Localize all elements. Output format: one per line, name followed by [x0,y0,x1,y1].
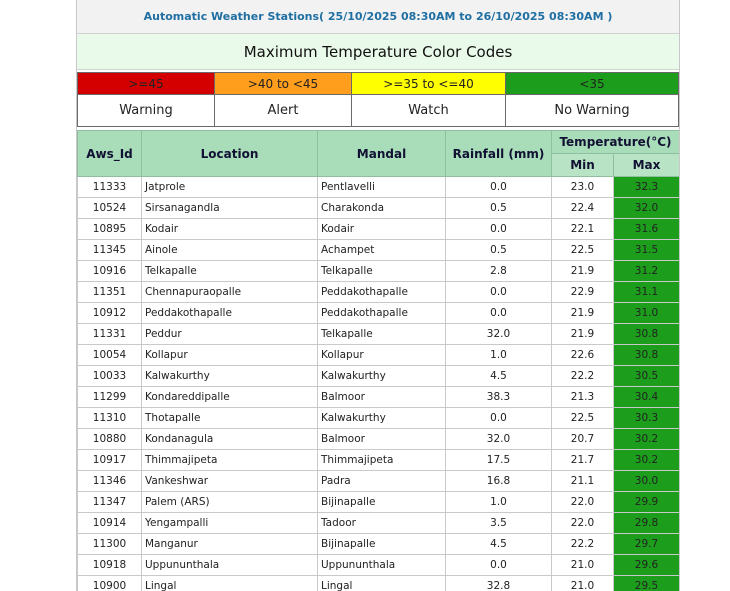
table-row [78,303,680,324]
cell-mandal: Uppununthala [318,555,446,576]
cell-max-temp: 30.5 [614,366,680,387]
cell-location: Peddakothapalle [142,303,318,324]
legend-label-alert: Alert [215,95,352,127]
cell-min-temp: 22.6 [552,345,614,366]
cell-aws-id: 10900 [78,576,142,591]
table-row [78,345,680,366]
cell-rainfall: 4.5 [446,366,552,387]
cell-max-temp: 30.2 [614,450,680,471]
cell-mandal: Achampet [318,240,446,261]
weather-report-panel [76,0,680,591]
table-row [78,471,680,492]
cell-mandal: Telkapalle [318,324,446,345]
cell-max-temp: 29.5 [614,576,680,591]
cell-mandal: Tadoor [318,513,446,534]
cell-rainfall: 3.5 [446,513,552,534]
cell-max-temp: 29.6 [614,555,680,576]
cell-min-temp: 21.3 [552,387,614,408]
cell-rainfall: 16.8 [446,471,552,492]
cell-mandal: Lingal [318,576,446,591]
cell-min-temp: 22.2 [552,534,614,555]
cell-max-temp: 29.7 [614,534,680,555]
cell-location: Palem (ARS) [142,492,318,513]
cell-rainfall: 0.0 [446,177,552,198]
cell-aws-id: 10524 [78,198,142,219]
cell-rainfall: 0.0 [446,408,552,429]
table-row [78,492,680,513]
table-row [78,219,680,240]
table-row [78,366,680,387]
legend-code-alert: >40 to <45 [215,73,352,95]
header-mandal: Mandal [318,131,446,177]
cell-location: Kondanagula [142,429,318,450]
table-row [78,261,680,282]
table-row [78,198,680,219]
cell-aws-id: 11300 [78,534,142,555]
cell-mandal: Kalwakurthy [318,408,446,429]
cell-min-temp: 21.9 [552,303,614,324]
cell-min-temp: 21.1 [552,471,614,492]
table-row [78,555,680,576]
cell-aws-id: 10917 [78,450,142,471]
cell-min-temp: 21.9 [552,324,614,345]
cell-mandal: Charakonda [318,198,446,219]
cell-location: Yengampalli [142,513,318,534]
cell-min-temp: 22.0 [552,492,614,513]
cell-rainfall: 0.0 [446,282,552,303]
cell-aws-id: 10880 [78,429,142,450]
cell-aws-id: 11346 [78,471,142,492]
cell-location: Thotapalle [142,408,318,429]
cell-aws-id: 10033 [78,366,142,387]
cell-location: Uppununthala [142,555,318,576]
cell-rainfall: 0.5 [446,198,552,219]
cell-rainfall: 0.5 [446,240,552,261]
table-row [78,177,680,198]
cell-max-temp: 30.8 [614,345,680,366]
cell-aws-id: 10895 [78,219,142,240]
cell-mandal: Pentlavelli [318,177,446,198]
cell-min-temp: 22.1 [552,219,614,240]
cell-max-temp: 30.8 [614,324,680,345]
cell-mandal: Bijinapalle [318,492,446,513]
table-row [78,387,680,408]
table-row [78,534,680,555]
cell-min-temp: 21.0 [552,555,614,576]
color-code-legend [77,72,679,127]
cell-mandal: Padra [318,471,446,492]
cell-max-temp: 29.9 [614,492,680,513]
cell-rainfall: 0.0 [446,303,552,324]
cell-mandal: Peddakothapalle [318,303,446,324]
cell-location: Jatprole [142,177,318,198]
cell-min-temp: 23.0 [552,177,614,198]
cell-mandal: Peddakothapalle [318,282,446,303]
cell-rainfall: 32.0 [446,324,552,345]
legend-label-no-warning: No Warning [506,95,679,127]
stations-table-body [78,177,680,591]
cell-aws-id: 11351 [78,282,142,303]
cell-rainfall: 17.5 [446,450,552,471]
cell-max-temp: 31.2 [614,261,680,282]
cell-mandal: Bijinapalle [318,534,446,555]
cell-aws-id: 10918 [78,555,142,576]
cell-aws-id: 11299 [78,387,142,408]
cell-aws-id: 11310 [78,408,142,429]
header-location: Location [142,131,318,177]
header-rainfall: Rainfall (mm) [446,131,552,177]
cell-location: Telkapalle [142,261,318,282]
cell-max-temp: 31.6 [614,219,680,240]
table-row [78,576,680,591]
table-row [78,450,680,471]
cell-max-temp: 31.5 [614,240,680,261]
cell-max-temp: 32.3 [614,177,680,198]
cell-location: Manganur [142,534,318,555]
cell-min-temp: 22.9 [552,282,614,303]
header-temperature: Temperature(°C) [552,131,680,154]
cell-location: Peddur [142,324,318,345]
cell-min-temp: 21.9 [552,261,614,282]
cell-min-temp: 22.0 [552,513,614,534]
cell-location: Lingal [142,576,318,591]
cell-max-temp: 30.3 [614,408,680,429]
header-max: Max [614,154,680,177]
cell-min-temp: 22.5 [552,408,614,429]
cell-mandal: Kodair [318,219,446,240]
cell-location: Vankeshwar [142,471,318,492]
cell-mandal: Kollapur [318,345,446,366]
color-codes-title: Maximum Temperature Color Codes [77,34,679,70]
cell-max-temp: 32.0 [614,198,680,219]
cell-aws-id: 11331 [78,324,142,345]
cell-location: Kalwakurthy [142,366,318,387]
header-aws-id: Aws_Id [78,131,142,177]
cell-aws-id: 10912 [78,303,142,324]
cell-min-temp: 21.7 [552,450,614,471]
cell-rainfall: 1.0 [446,492,552,513]
table-row [78,240,680,261]
cell-location: Kodair [142,219,318,240]
legend-code-watch: >=35 to <=40 [352,73,506,95]
cell-location: Ainole [142,240,318,261]
cell-rainfall: 32.8 [446,576,552,591]
legend-label-watch: Watch [352,95,506,127]
cell-max-temp: 31.1 [614,282,680,303]
cell-aws-id: 10054 [78,345,142,366]
legend-code-warning: >=45 [78,73,215,95]
cell-min-temp: 22.2 [552,366,614,387]
cell-location: Kollapur [142,345,318,366]
legend-label-warning: Warning [78,95,215,127]
cell-rainfall: 0.0 [446,555,552,576]
cell-min-temp: 22.4 [552,198,614,219]
cell-max-temp: 29.8 [614,513,680,534]
table-row [78,408,680,429]
cell-aws-id: 10914 [78,513,142,534]
header-min: Min [552,154,614,177]
cell-location: Chennapuraopalle [142,282,318,303]
stations-table [77,130,680,591]
cell-aws-id: 11345 [78,240,142,261]
table-row [78,513,680,534]
cell-location: Thimmajipeta [142,450,318,471]
cell-min-temp: 22.5 [552,240,614,261]
cell-mandal: Balmoor [318,429,446,450]
cell-aws-id: 11333 [78,177,142,198]
cell-rainfall: 4.5 [446,534,552,555]
cell-min-temp: 20.7 [552,429,614,450]
table-row [78,429,680,450]
table-row [78,282,680,303]
cell-location: Sirsanagandla [142,198,318,219]
cell-rainfall: 2.8 [446,261,552,282]
table-row [78,324,680,345]
cell-max-temp: 30.2 [614,429,680,450]
cell-max-temp: 31.0 [614,303,680,324]
cell-min-temp: 21.0 [552,576,614,591]
cell-aws-id: 10916 [78,261,142,282]
cell-location: Kondareddipalle [142,387,318,408]
cell-rainfall: 1.0 [446,345,552,366]
cell-rainfall: 32.0 [446,429,552,450]
cell-mandal: Balmoor [318,387,446,408]
cell-mandal: Kalwakurthy [318,366,446,387]
legend-code-no-warning: <35 [506,73,679,95]
cell-max-temp: 30.4 [614,387,680,408]
cell-mandal: Telkapalle [318,261,446,282]
cell-mandal: Thimmajipeta [318,450,446,471]
cell-max-temp: 30.0 [614,471,680,492]
report-title: Automatic Weather Stations( 25/10/2025 08:30AM to 26/10/2025 08:30AM ) [77,0,679,34]
cell-rainfall: 38.3 [446,387,552,408]
cell-aws-id: 11347 [78,492,142,513]
cell-rainfall: 0.0 [446,219,552,240]
